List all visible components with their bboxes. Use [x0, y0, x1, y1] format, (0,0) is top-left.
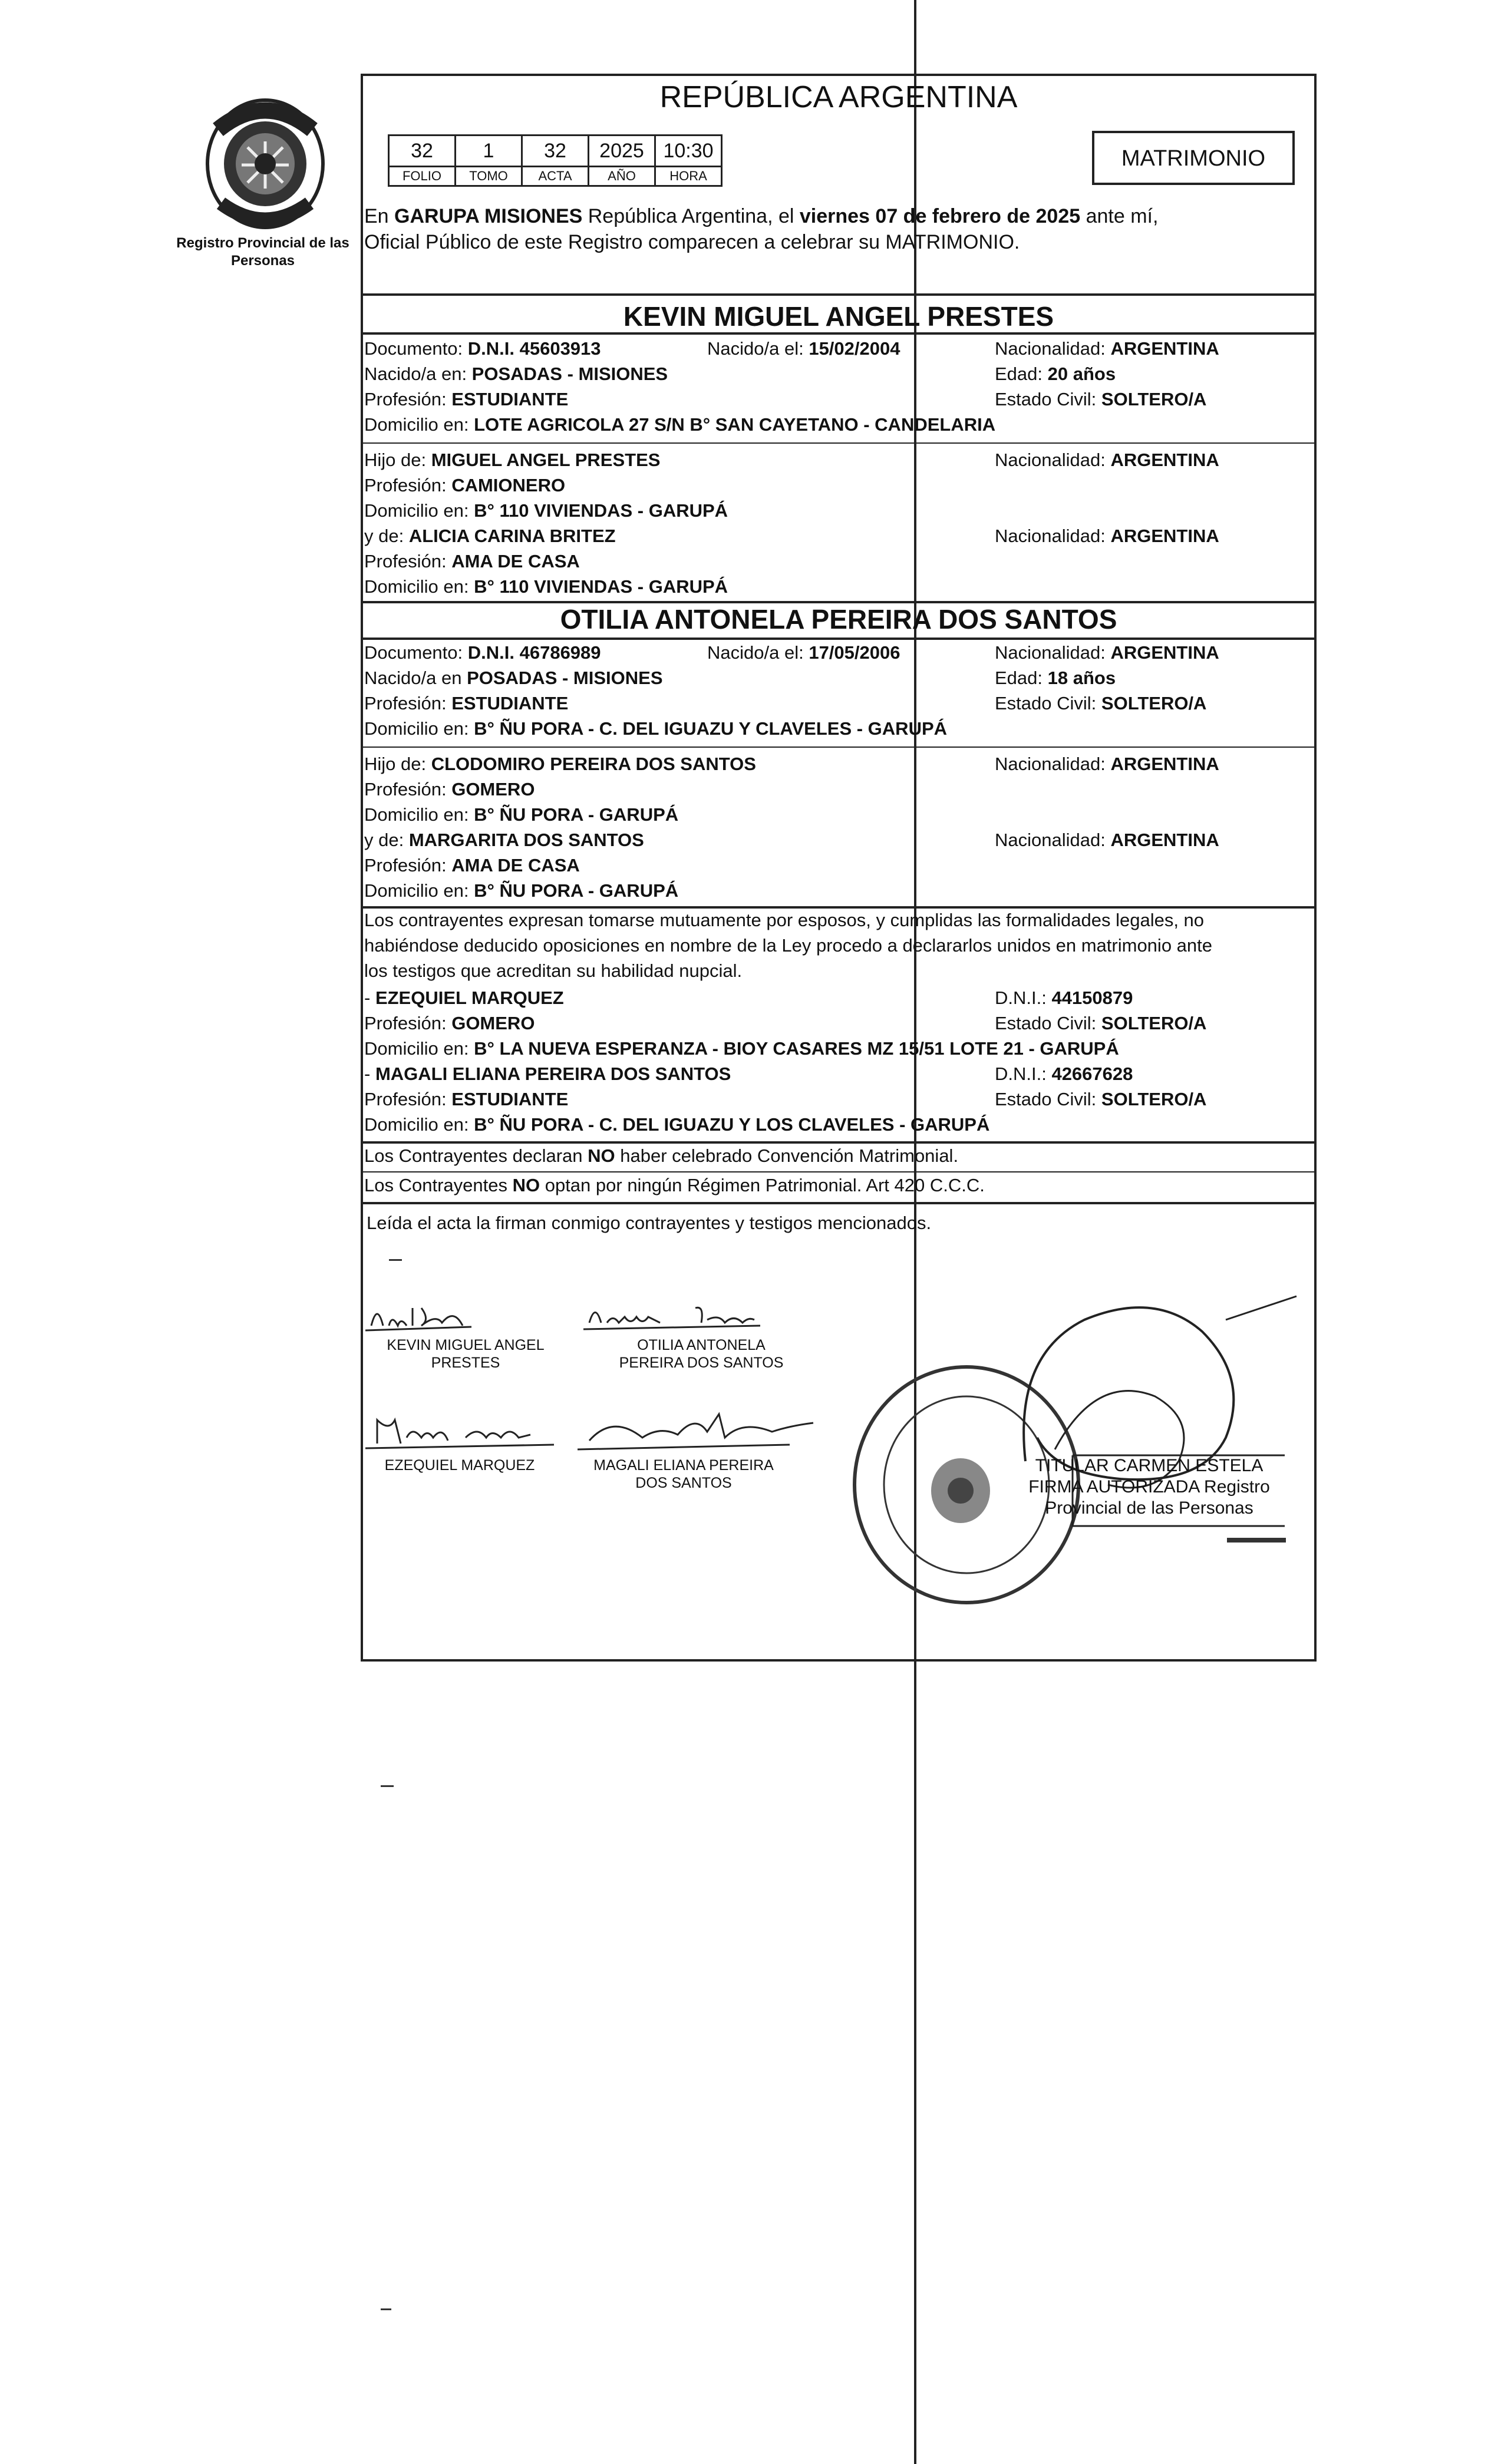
- hour-label: HORA: [655, 167, 722, 186]
- spouse1-nationality: Nacionalidad: ARGENTINA: [995, 338, 1219, 359]
- signature-caption-ezequiel: EZEQUIEL MARQUEZ: [384, 1457, 535, 1474]
- declaration-line-1: Los contrayentes expresan tomarse mutuamente por esposos, y cumplidas las formalidades legales, no: [364, 910, 1205, 930]
- witness1-dni: D.N.I.: 44150879: [995, 987, 1133, 1008]
- folio-value: 32: [389, 136, 456, 167]
- divider: [361, 332, 1317, 335]
- spouse1-father-nationality: Nacionalidad: ARGENTINA: [995, 450, 1219, 470]
- province-seal-logo: [194, 94, 336, 233]
- scan-mark: [1227, 1538, 1286, 1543]
- divider: [361, 442, 1317, 444]
- witness2-address: Domicilio en: B° ÑU PORA - C. DEL IGUAZU Y LOS CLAVELES - GARUPÁ: [364, 1114, 990, 1135]
- divider: [361, 906, 1317, 909]
- spouse1-birthdate: Nacido/a el: 15/02/2004: [707, 338, 900, 359]
- witness1-civil-status: Estado Civil: SOLTERO/A: [995, 1013, 1207, 1033]
- officer-stamp-text: TITULAR CARMEN ESTELA FIRMA AUTORIZADA Registro Provincial de las Personas: [1028, 1456, 1270, 1518]
- spouse2-mother: y de: MARGARITA DOS SANTOS: [364, 830, 644, 850]
- acta-label: ACTA: [522, 167, 589, 186]
- spouse2-civil-status: Estado Civil: SOLTERO/A: [995, 693, 1207, 714]
- spouse1-father: Hijo de: MIGUEL ANGEL PRESTES: [364, 450, 661, 470]
- patrimonial-line-1: Los Contrayentes declaran NO haber celebrado Convención Matrimonial.: [364, 1145, 959, 1166]
- spouse1-mother-address: Domicilio en: B° 110 VIVIENDAS - GARUPÁ: [364, 576, 728, 597]
- divider: [361, 1171, 1317, 1172]
- witness2-civil-status: Estado Civil: SOLTERO/A: [995, 1089, 1207, 1109]
- spouse1-profession: Profesión: ESTUDIANTE: [364, 389, 569, 409]
- spouse2-nationality: Nacionalidad: ARGENTINA: [995, 642, 1219, 663]
- spouse2-mother-address: Domicilio en: B° ÑU PORA - GARUPÁ: [364, 880, 679, 901]
- spouse1-civil-status: Estado Civil: SOLTERO/A: [995, 389, 1207, 409]
- witness1-name: - EZEQUIEL MARQUEZ: [364, 987, 564, 1008]
- spouse1-mother-nationality: Nacionalidad: ARGENTINA: [995, 526, 1219, 546]
- spouse1-father-address: Domicilio en: B° 110 VIVIENDAS - GARUPÁ: [364, 500, 728, 521]
- spouse1-mother: y de: ALICIA CARINA BRITEZ: [364, 526, 616, 546]
- spouse2-birthdate: Nacido/a el: 17/05/2006: [707, 642, 900, 663]
- spouse2-father: Hijo de: CLODOMIRO PEREIRA DOS SANTOS: [364, 754, 756, 774]
- scan-mark: [389, 1259, 402, 1261]
- spouse1-mother-profession: Profesión: AMA DE CASA: [364, 551, 580, 572]
- act-type-box: MATRIMONIO: [1092, 131, 1295, 185]
- tomo-value: 1: [456, 136, 522, 167]
- spouse2-address: Domicilio en: B° ÑU PORA - C. DEL IGUAZU Y CLAVELES - GARUPÁ: [364, 718, 948, 739]
- spouse1-age: Edad: 20 años: [995, 364, 1116, 384]
- spouse2-mother-profession: Profesión: AMA DE CASA: [364, 855, 580, 876]
- year-value: 2025: [589, 136, 655, 167]
- spouse2-age: Edad: 18 años: [995, 668, 1116, 688]
- intro-line-1: En GARUPA MISIONES República Argentina, el viernes 07 de febrero de 2025 ante mí,: [364, 205, 1159, 227]
- closing-text: Leída el acta la firman conmigo contrayentes y testigos mencionados.: [367, 1213, 932, 1233]
- registry-label: Registro Provincial de las Personas: [176, 235, 349, 269]
- spouse2-document: Documento: D.N.I. 46786989: [364, 642, 601, 663]
- witness2-name: - MAGALI ELIANA PEREIRA DOS SANTOS: [364, 1063, 731, 1084]
- spouse2-mother-nationality: Nacionalidad: ARGENTINA: [995, 830, 1219, 850]
- witness2-profession: Profesión: ESTUDIANTE: [364, 1089, 569, 1109]
- document-title: REPÚBLICA ARGENTINA: [659, 80, 1018, 114]
- spouse1-document: Documento: D.N.I. 45603913: [364, 338, 601, 359]
- divider: [361, 638, 1317, 640]
- spouse1-father-profession: Profesión: CAMIONERO: [364, 475, 566, 496]
- spouse2-birthplace: Nacido/a en POSADAS - MISIONES: [364, 668, 663, 688]
- witness2-dni: D.N.I.: 42667628: [995, 1063, 1133, 1084]
- witness1-profession: Profesión: GOMERO: [364, 1013, 535, 1033]
- spouse2-father-nationality: Nacionalidad: ARGENTINA: [995, 754, 1219, 774]
- divider: [361, 1141, 1317, 1144]
- divider: [361, 293, 1317, 296]
- witness1-address: Domicilio en: B° LA NUEVA ESPERANZA - BIOY CASARES MZ 15/51 LOTE 21 - GARUPÁ: [364, 1038, 1119, 1059]
- scan-mark: [381, 2308, 391, 2310]
- signature-caption-kevin: KEVIN MIGUEL ANGEL PRESTES: [387, 1337, 545, 1371]
- divider: [361, 747, 1317, 748]
- year-label: AÑO: [589, 167, 655, 186]
- spouse1-name: KEVIN MIGUEL ANGEL PRESTES: [623, 301, 1054, 332]
- scan-mark: [381, 1785, 394, 1787]
- intro-line-2: Oficial Público de este Registro comparecen a celebrar su MATRIMONIO.: [364, 231, 1020, 253]
- patrimonial-line-2: Los Contrayentes NO optan por ningún Régimen Patrimonial. Art 420 C.C.C.: [364, 1175, 985, 1195]
- signature-caption-otilia: OTILIA ANTONELA PEREIRA DOS SANTOS: [619, 1337, 784, 1371]
- hour-value: 10:30: [655, 136, 722, 167]
- divider: [361, 1202, 1317, 1204]
- spouse2-profession: Profesión: ESTUDIANTE: [364, 693, 569, 714]
- spouse2-name: OTILIA ANTONELA PEREIRA DOS SANTOS: [560, 604, 1117, 635]
- spouse1-birthplace: Nacido/a en: POSADAS - MISIONES: [364, 364, 668, 384]
- spouse1-address: Domicilio en: LOTE AGRICOLA 27 S/N B° SAN CAYETANO - CANDELARIA: [364, 414, 996, 435]
- folio-table: [388, 134, 723, 187]
- declaration-line-2: habiéndose deducido oposiciones en nombre de la Ley procedo a declararlos unidos en matrimonio ante: [364, 935, 1213, 956]
- folio-label: FOLIO: [389, 167, 456, 186]
- spouse2-father-address: Domicilio en: B° ÑU PORA - GARUPÁ: [364, 804, 679, 825]
- signature-caption-magali: MAGALI ELIANA PEREIRA DOS SANTOS: [593, 1457, 774, 1491]
- tomo-label: TOMO: [456, 167, 522, 186]
- acta-value: 32: [522, 136, 589, 167]
- declaration-line-3: los testigos que acreditan su habilidad nupcial.: [364, 960, 743, 981]
- spouse2-father-profession: Profesión: GOMERO: [364, 779, 535, 800]
